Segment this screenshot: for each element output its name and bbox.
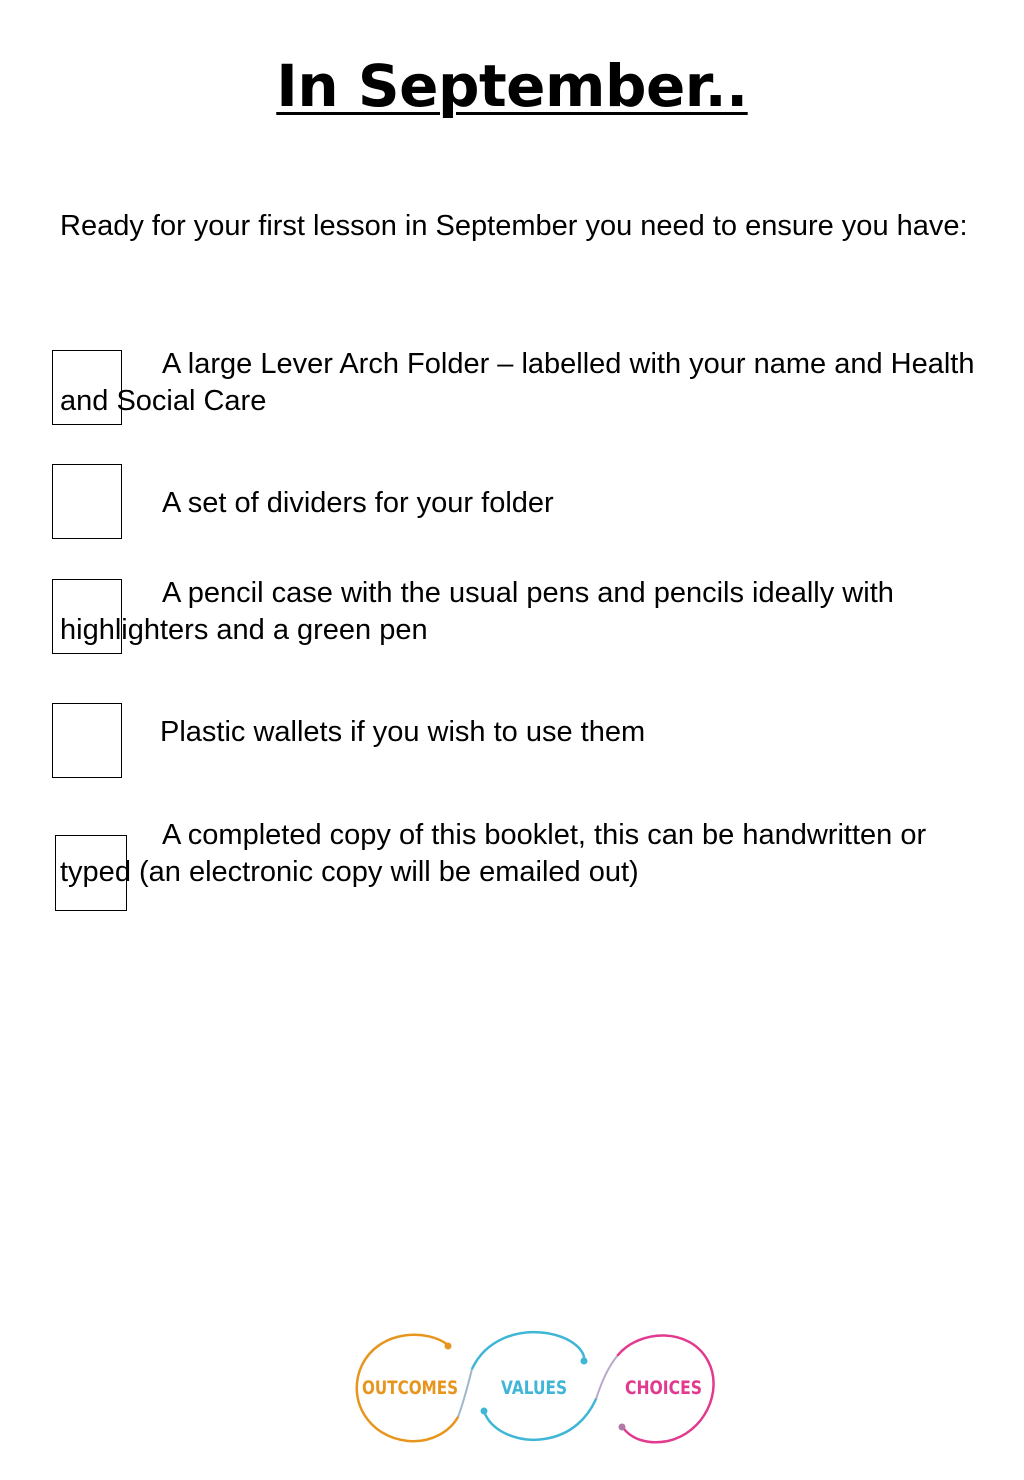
logo-divider-right [596, 1355, 618, 1399]
outcomes-values-choices-logo [350, 1325, 720, 1449]
page-title [0, 48, 1024, 124]
checklist-item-label: A set of dividers for your folder [162, 487, 554, 519]
checklist-item-label: A pencil case with the usual pens and pencils ideally with highlighters and a green pen [60, 577, 894, 646]
page-title-text: In September.. [276, 52, 748, 120]
checklist-item-plastic-wallets [60, 714, 990, 751]
checklist-item-label: Plastic wallets if you wish to use them [160, 716, 646, 748]
intro-text: Ready for your first lesson in September you need to ensure you have: [60, 210, 968, 242]
checklist-item-lever-arch-folder [60, 346, 990, 420]
logo-word-choices: CHOICES [625, 1377, 702, 1399]
values-arc [472, 1332, 584, 1369]
checklist-item-pencil-case [60, 575, 990, 649]
checklist-item-label: A large Lever Arch Folder – labelled with your name and Health and Social Care [60, 348, 975, 417]
values-arc-dot-bottom [481, 1408, 488, 1415]
logo-divider-left [458, 1369, 472, 1417]
outcomes-arc-dot [445, 1343, 452, 1350]
choices-arc-dot [619, 1424, 626, 1431]
logo-word-values: VALUES [501, 1377, 567, 1399]
checklist-item-label: A completed copy of this booklet, this can be handwritten or typed (an electronic copy will be emailed out) [60, 819, 927, 888]
checklist-item-completed-booklet [60, 817, 990, 891]
logo-word-outcomes: OUTCOMES [362, 1377, 458, 1399]
checklist-item-dividers [60, 485, 990, 522]
values-arc-dot-top [581, 1358, 588, 1365]
values-arc-lower [484, 1399, 596, 1440]
